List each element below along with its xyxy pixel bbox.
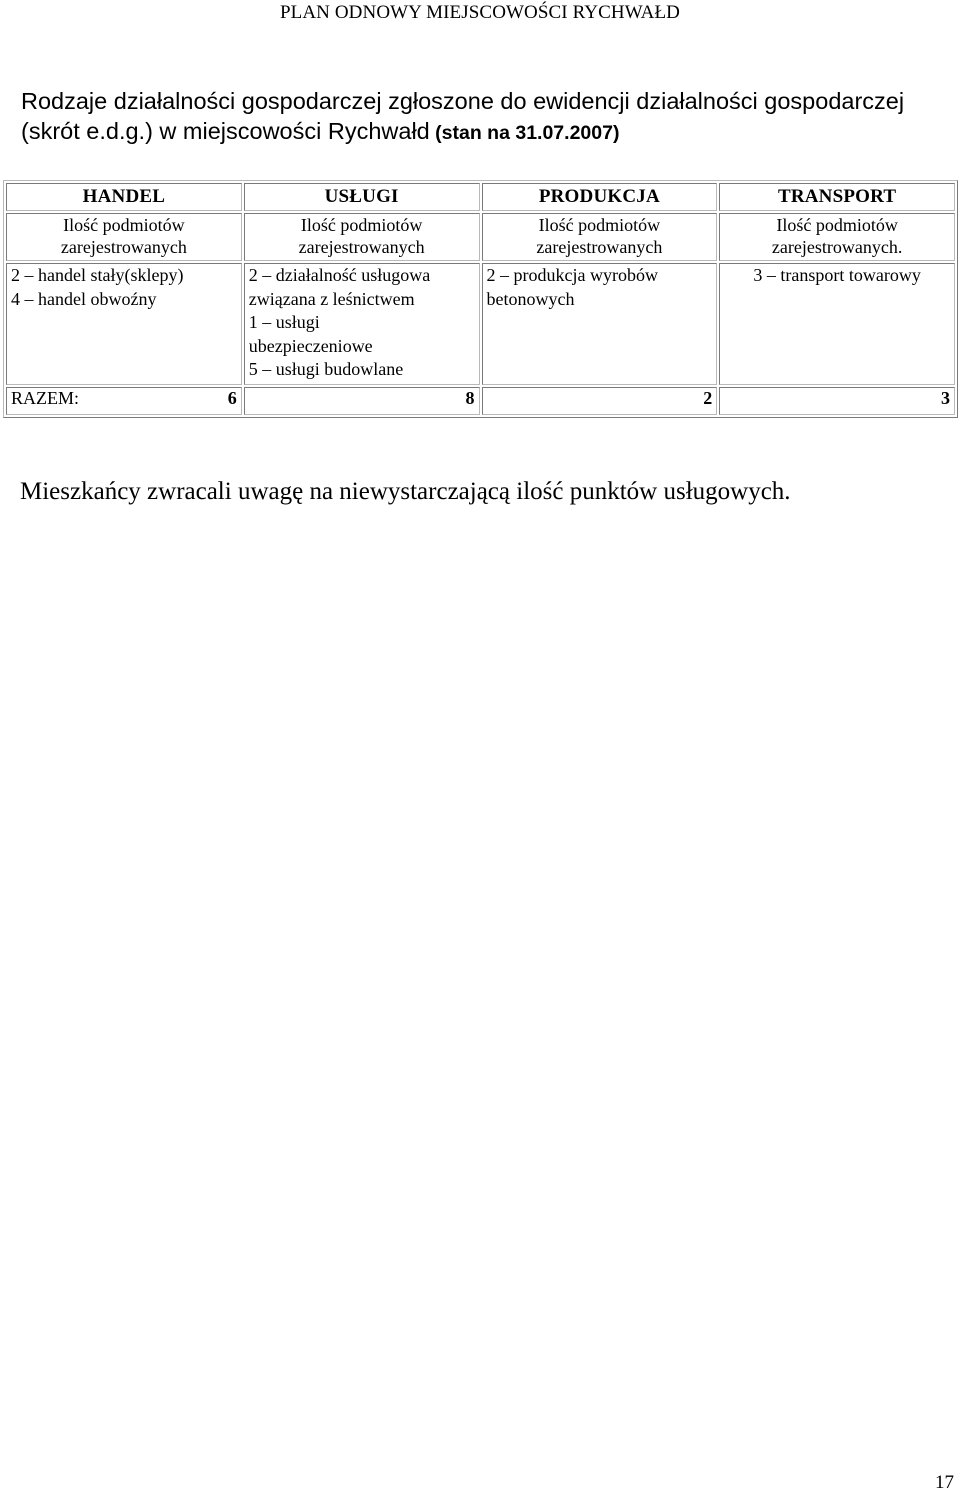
total-label: RAZEM: xyxy=(11,388,80,408)
heading-main: Rodzaje działalności gospodarczej zgłoszone do ewidencji działalności gospodarczej (skrót e.d.g.) w miejscowości Rychwałd xyxy=(21,88,905,144)
subheader-uslugi: Ilość podmiotów zarejestrowanych xyxy=(244,213,480,261)
total-value-produkcja: 2 xyxy=(482,387,718,415)
column-header-uslugi: USŁUGI xyxy=(244,183,480,211)
closing-paragraph: Mieszkańcy zwracali uwagę na niewystarczającą ilość punktów usługowych. xyxy=(20,478,791,505)
list-item: betonowych xyxy=(486,288,575,309)
details-uslugi xyxy=(244,263,480,385)
list-item: 5 – usługi budowlane xyxy=(248,359,404,379)
table-header-row xyxy=(6,183,955,211)
details-handel xyxy=(6,263,242,385)
total-value-handel: 6 xyxy=(227,388,237,408)
running-header: PLAN ODNOWY MIEJSCOWOŚCI RYCHWAŁD xyxy=(279,2,681,23)
total-value-uslugi: 8 xyxy=(244,387,480,415)
subheader-handel: Ilość podmiotów zarejestrowanych xyxy=(6,213,242,261)
heading-date: (stan na 31.07.2007) xyxy=(429,122,620,144)
table-subheader-row xyxy=(6,213,955,261)
list-item: 2 – działalność usługowa xyxy=(248,265,431,285)
section-heading xyxy=(21,86,941,148)
business-activity-table xyxy=(3,180,958,418)
list-item: 4 – handel obwoźny xyxy=(11,288,157,309)
list-item: 3 – transport towarowy xyxy=(753,265,921,285)
total-cell-handel xyxy=(6,387,242,415)
page-number: 17 xyxy=(935,1472,954,1493)
table-details-row xyxy=(6,263,955,385)
column-header-produkcja: PRODUKCJA xyxy=(482,183,718,211)
column-header-handel: HANDEL xyxy=(6,183,242,211)
list-item: związana z leśnictwem xyxy=(248,288,415,309)
table-total-row xyxy=(6,387,955,415)
list-item: 1 – usługi xyxy=(248,312,320,332)
details-transport xyxy=(719,263,955,385)
list-item: ubezpieczeniowe xyxy=(248,335,373,356)
details-produkcja xyxy=(482,263,718,385)
subheader-produkcja: Ilość podmiotów zarejestrowanych xyxy=(482,213,718,261)
column-header-transport: TRANSPORT xyxy=(719,183,955,211)
subheader-transport: Ilość podmiotów zarejestrowanych. xyxy=(719,213,955,261)
list-item: 2 – produkcja wyrobów xyxy=(486,265,658,285)
total-value-transport: 3 xyxy=(719,387,955,415)
list-item: 2 – handel stały(sklepy) xyxy=(11,265,184,285)
